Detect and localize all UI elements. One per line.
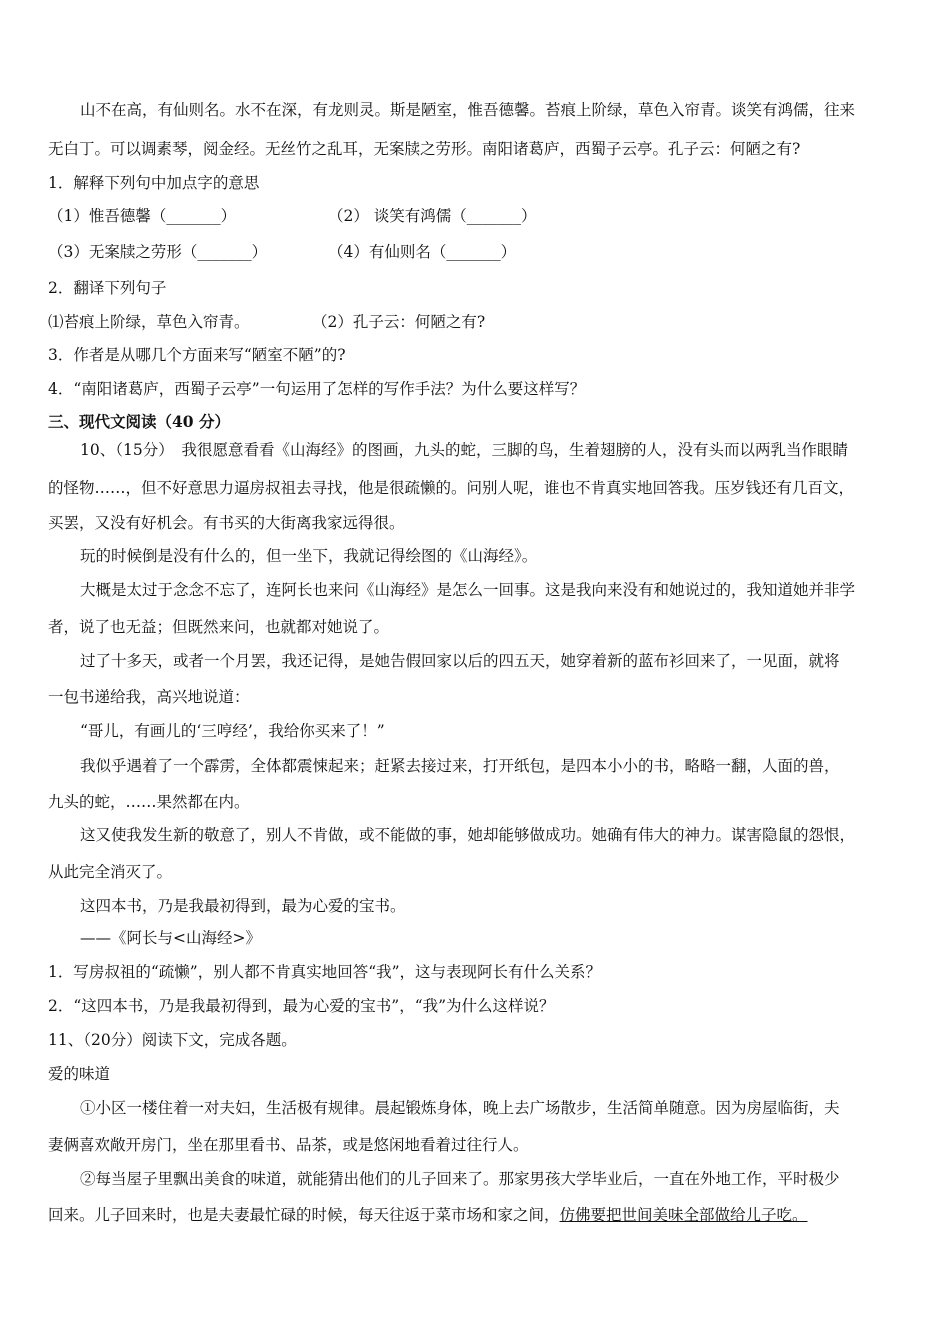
passage-line: 一包书递给我，高兴地说道： xyxy=(48,688,250,706)
passage-line: 买罢，又没有好机会。有书买的大街离我家远得很。 xyxy=(48,514,405,532)
question-item: ⑴苔痕上阶绿，草色入帘青。 xyxy=(48,313,250,331)
question-item: （3）无案牍之劳形（_______） xyxy=(48,243,268,261)
passage-source: ——《阿长与<山海经>》 xyxy=(80,929,261,947)
question-title: 1．写房叔祖的“疏懒”，别人都不肯真实地回答“我”，这与表现阿长有什么关系？ xyxy=(48,963,602,981)
passage-line: 这四本书，乃是我最初得到，最为心爱的宝书。 xyxy=(80,897,406,915)
passage-line: 九头的蛇，……果然都在内。 xyxy=(48,793,250,811)
passage-line: 这又使我发生新的敬意了，别人不肯做，或不能做的事，她却能够做成功。她确有伟大的神力。谋害隐鼠的怨恨， xyxy=(80,826,856,844)
underlined-sentence: 仿佛要把世间美味全部做给儿子吃。 xyxy=(559,1206,808,1224)
passage-line: 山不在高，有仙则名。水不在深，有龙则灵。斯是陋室，惟吾德馨。苔痕上阶绿，草色入帘青。谈笑有鸿儒，往来 xyxy=(80,101,856,119)
passage-line: 从此完全消灭了。 xyxy=(48,863,173,881)
question-title: 2．翻译下列句子 xyxy=(48,279,167,297)
question-item: （2）孔子云：何陋之有? xyxy=(312,313,486,331)
passage-line: 妻俩喜欢敞开房门，坐在那里看书、品茶，或是悠闲地看着过往行人。 xyxy=(48,1136,529,1154)
question-item: （4）有仙则名（_______） xyxy=(328,243,517,261)
question-title: 2．“这四本书，乃是我最初得到，最为心爱的宝书”，“我”为什么这样说？ xyxy=(48,997,555,1015)
question-item: （1）惟吾德馨（_______） xyxy=(48,207,237,225)
passage-line: 者，说了也无益；但既然来问，也就都对她说了。 xyxy=(48,618,390,636)
question-title: 1．解释下列句中加点字的意思 xyxy=(48,174,260,192)
section-heading: 三、现代文阅读（40 分） xyxy=(48,412,230,431)
question-item: （2） 谈笑有鸿儒（_______） xyxy=(328,207,537,225)
passage-line: ②每当屋子里飘出美食的味道，就能猜出他们的儿子回来了。那家男孩大学毕业后，一直在外地工作，平时极少 xyxy=(80,1170,840,1188)
passage-title: 爱的味道 xyxy=(48,1065,111,1083)
passage-text: 回来。儿子回来时，也是夫妻最忙碌的时候，每天往返于菜市场和家之间， xyxy=(48,1206,560,1224)
passage-line: 我似乎遇着了一个霹雳，全体都震悚起来；赶紧去接过来，打开纸包，是四本小小的书，略略一翻，人面的兽， xyxy=(80,757,840,775)
passage-line: “哥儿，有画儿的‘三哼经’，我给你买来了！” xyxy=(80,722,385,740)
passage-line: ①小区一楼住着一对夫妇，生活极有规律。晨起锻炼身体，晚上去广场散步，生活简单随意。因为房屋临街，夫 xyxy=(80,1099,840,1117)
question-title: 11、（20分）阅读下文，完成各题。 xyxy=(48,1031,297,1049)
passage-line xyxy=(48,1205,808,1225)
passage-line: 过了十多天，或者一个月罢，我还记得，是她告假回家以后的四五天，她穿着新的蓝布衫回来了，一见面，就将 xyxy=(80,652,840,670)
question-title: 4．“南阳诸葛庐，西蜀子云亭”一句运用了怎样的写作手法？为什么要这样写？ xyxy=(48,380,586,398)
passage-line: 无白丁。可以调素琴，阅金经。无丝竹之乱耳，无案牍之劳形。南阳诸葛庐，西蜀子云亭。孔子云：何陋之有? xyxy=(48,140,801,158)
passage-line: 10、（15分） 我很愿意看看《山海经》的图画，九头的蛇，三脚的鸟，生着翅膀的人，没有头而以两乳当作眼睛 xyxy=(80,441,848,459)
question-title: 3．作者是从哪几个方面来写“陋室不陋”的? xyxy=(48,346,346,364)
passage-line: 玩的时候倒是没有什么的，但一坐下，我就记得绘图的《山海经》。 xyxy=(80,547,538,565)
passage-line: 的怪物……，但不好意思力逼房叔祖去寻找，他是很疏懒的。问别人呢，谁也不肯真实地回答我。压岁钱还有几百文， xyxy=(48,479,855,497)
passage-line: 大概是太过于念念不忘了，连阿长也来问《山海经》是怎么一回事。这是我向来没有和她说过的，我知道她并非学 xyxy=(80,581,856,599)
